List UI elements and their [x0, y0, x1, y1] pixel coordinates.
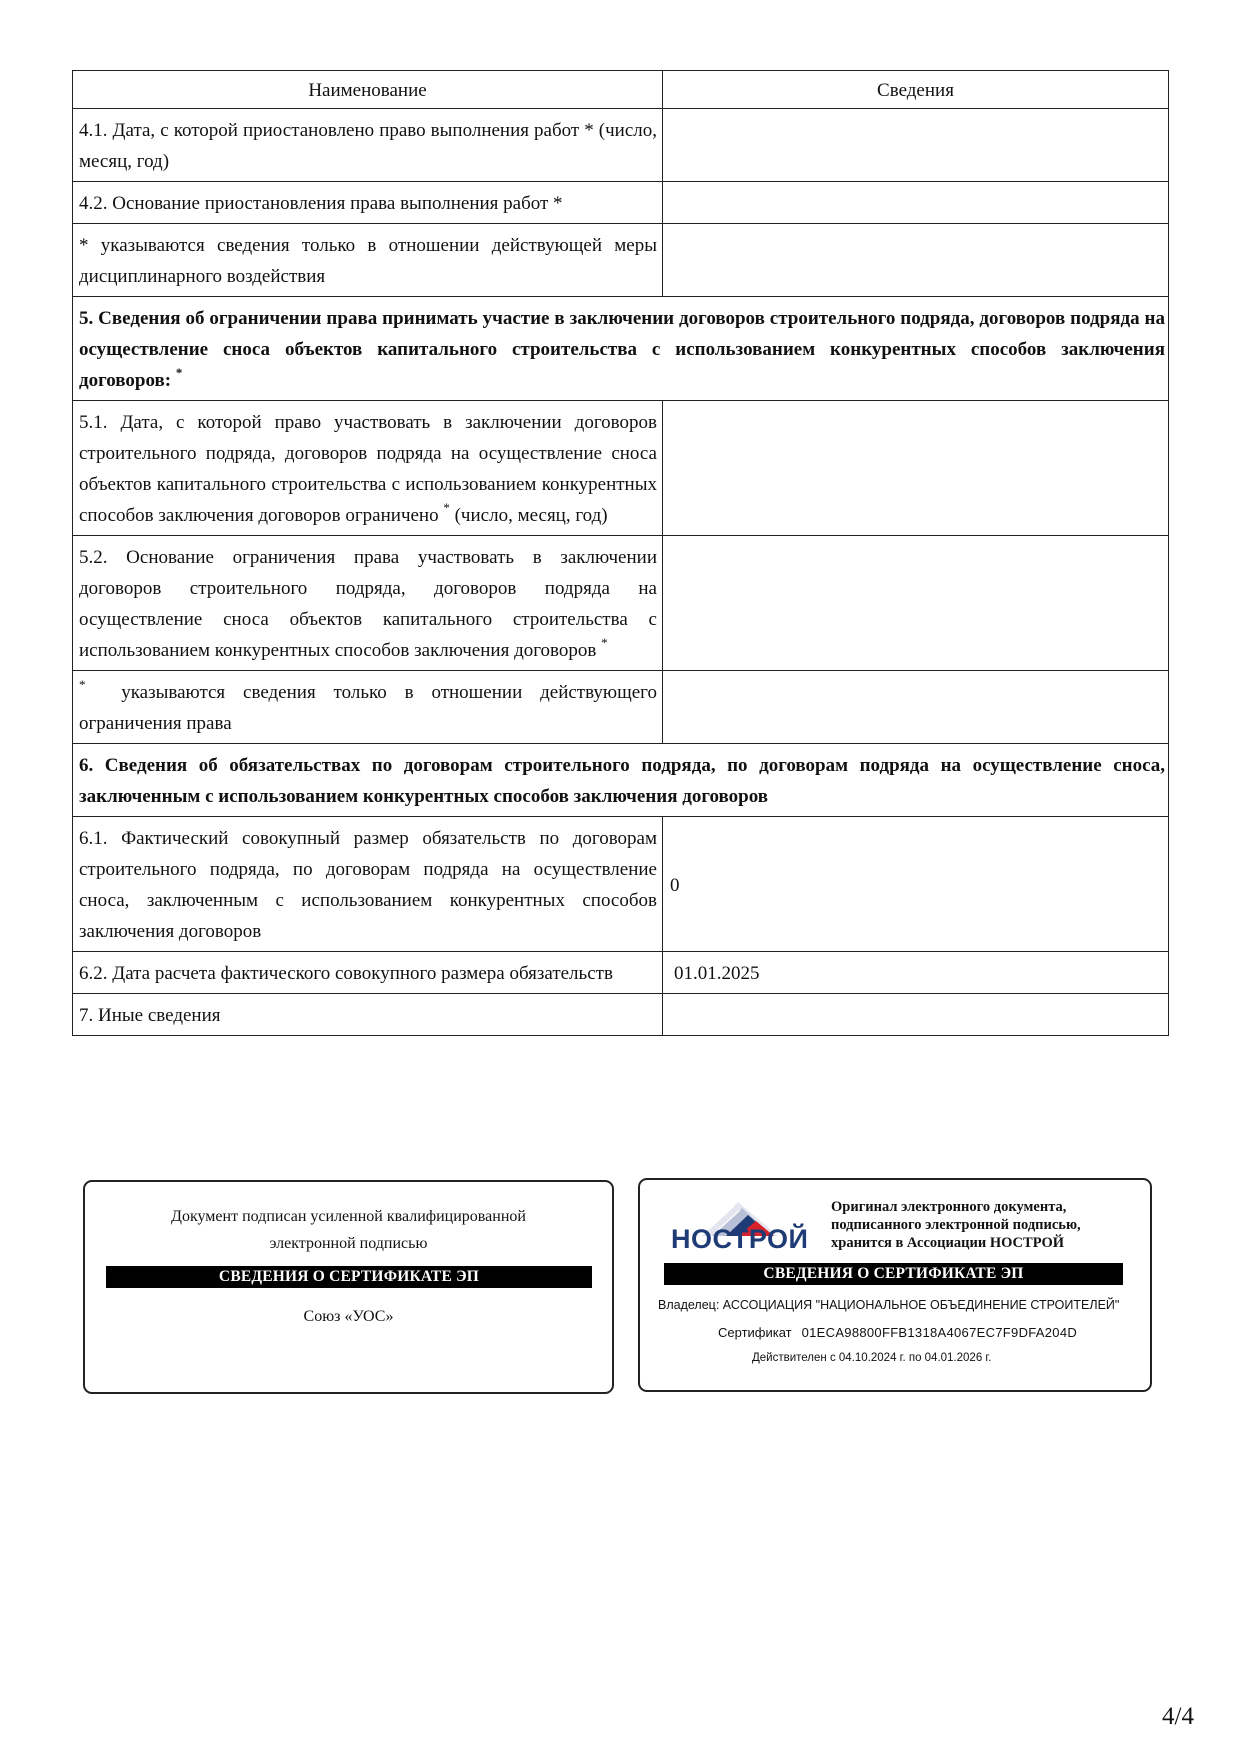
row-5-2-label	[73, 536, 663, 671]
page-number: 4/4	[1162, 1703, 1194, 1730]
cert-owner: Владелец: АССОЦИАЦИЯ "НАЦИОНАЛЬНОЕ ОБЪЕДИНЕНИЕ СТРОИТЕЛЕЙ"	[658, 1298, 1120, 1312]
row-6-1-value: 0	[663, 817, 1169, 952]
section-5-asterisk: *	[175, 365, 183, 380]
original-note-line1: Оригинал электронного документа,	[831, 1199, 1067, 1215]
row-5-1-text: 5.1. Дата, с которой право участвовать в заключении договоров строительного подряда, договоров подряда на осуществление сноса объектов капитального строительства с использованием конкурентных способов заключения договоров ограничено	[79, 412, 657, 526]
original-note-line2: подписанного электронной подписью,	[831, 1217, 1081, 1233]
stamp-right-cert-bar: СВЕДЕНИЯ О СЕРТИФИКАТЕ ЭП	[664, 1263, 1123, 1285]
section-5-text: 5. Сведения об ограничении права принимать участие в заключении договоров строительного подряда, договоров подряда на осуществление сноса объектов капитального строительства с использованием конкурентных способов заключения договоров:	[79, 308, 1165, 391]
row-6-1-label: 6.1. Фактический совокупный размер обязательств по договорам строительного подряда, по договорам подряда на осуществление сноса, заключенным с использованием конкурентных способов заключения договоров	[73, 817, 663, 952]
table-row	[73, 671, 1169, 744]
row-4-2-value	[663, 182, 1169, 224]
header-name: Наименование	[73, 71, 663, 109]
row-5-1-asterisk: *	[443, 500, 450, 515]
table-row	[73, 182, 1169, 224]
note-5-asterisk: *	[79, 677, 86, 692]
nostroy-logo-text: НОСТРОЙ	[671, 1224, 809, 1254]
row-4-1-value	[663, 109, 1169, 182]
cert-label: Сертификат	[718, 1325, 792, 1340]
signature-stamp-right	[638, 1178, 1152, 1392]
stamp-left-cert-bar: СВЕДЕНИЯ О СЕРТИФИКАТЕ ЭП	[106, 1266, 592, 1288]
section-row	[73, 744, 1169, 817]
section-6-heading: 6. Сведения об обязательствах по договорам строительного подряда, по договорам подряда на осуществление сноса, заключенным с использованием конкурентных способов заключения договоров	[73, 744, 1169, 817]
row-5-2-value	[663, 536, 1169, 671]
header-info: Сведения	[663, 71, 1169, 109]
row-6-2-value: 01.01.2025	[663, 952, 1169, 994]
row-7-label: 7. Иные сведения	[73, 994, 663, 1036]
row-4-1-label: 4.1. Дата, с которой приостановлено право выполнения работ * (число, месяц, год)	[73, 109, 663, 182]
row-5-2-text: 5.2. Основание ограничения права участвовать в заключении договоров строительного подряда, договоров подряда на осуществление сноса объектов капитального строительства с использованием конкурентных способов заключения договоров	[79, 547, 657, 661]
table-row	[73, 109, 1169, 182]
row-5-2-asterisk: *	[601, 635, 608, 650]
cert-number: 01ECA98800FFB1318A4067EC7F9DFA204D	[801, 1325, 1078, 1340]
table-row	[73, 817, 1169, 952]
original-note	[831, 1198, 1131, 1252]
signature-stamp-left	[83, 1180, 614, 1394]
info-table	[72, 70, 1169, 1036]
cert-number-line	[718, 1325, 1077, 1340]
table-row	[73, 536, 1169, 671]
row-5-1-value	[663, 401, 1169, 536]
table-row	[73, 401, 1169, 536]
row-7-value	[663, 994, 1169, 1036]
row-6-2-label: 6.2. Дата расчета фактического совокупного размера обязательств	[73, 952, 663, 994]
stamp-left-line1: Документ подписан усиленной квалифицированной	[171, 1208, 526, 1225]
stamp-left-owner: Союз «УОС»	[303, 1308, 394, 1325]
table-row	[73, 224, 1169, 297]
stamp-left-line2: электронной подписью	[269, 1235, 428, 1252]
row-5-1-date-format: (число, месяц, год)	[454, 505, 608, 526]
note-5-text: указываются сведения только в отношении действующего ограничения права	[79, 682, 657, 734]
cert-validity: Действителен с 04.10.2024 г. по 04.01.2026 г.	[752, 1352, 992, 1364]
table-header-row	[73, 71, 1169, 109]
section-row	[73, 297, 1169, 401]
table-row	[73, 994, 1169, 1036]
section-5-heading	[73, 297, 1169, 401]
table-row	[73, 952, 1169, 994]
row-5-1-label	[73, 401, 663, 536]
note-4-value	[663, 224, 1169, 297]
note-5-value	[663, 671, 1169, 744]
note-5-label	[73, 671, 663, 744]
note-4-label: * указываются сведения только в отношении действующей меры дисциплинарного воздействия	[73, 224, 663, 297]
original-note-line3: хранится в Ассоциации НОСТРОЙ	[831, 1235, 1065, 1251]
row-4-2-label: 4.2. Основание приостановления права выполнения работ *	[73, 182, 663, 224]
